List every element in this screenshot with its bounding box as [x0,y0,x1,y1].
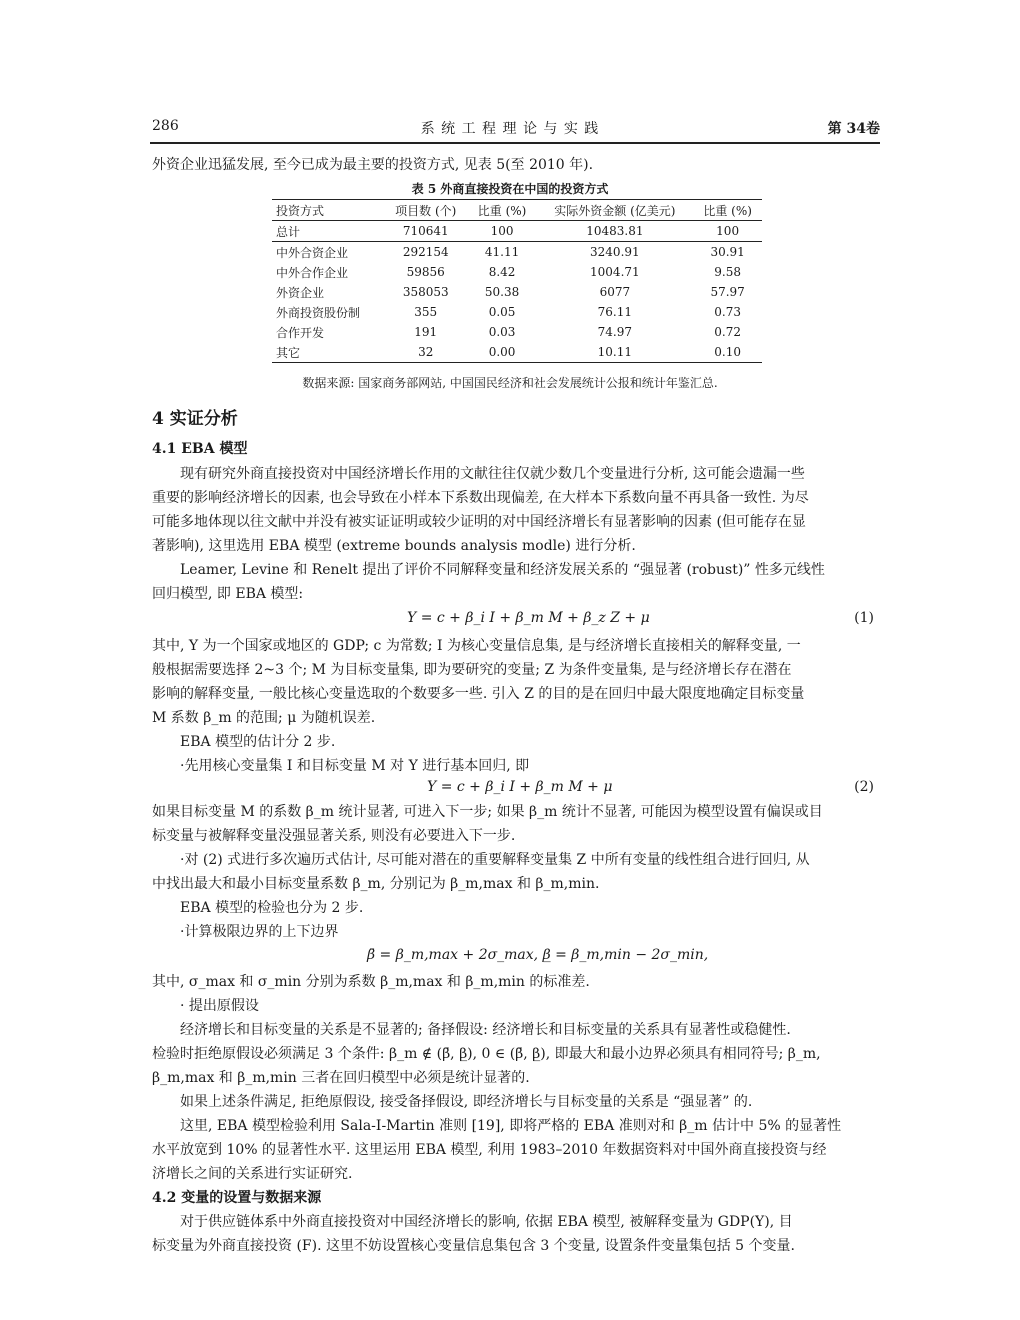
table-cell: 其它 [272,342,384,363]
table-cell: 中外合资企业 [276,245,349,260]
text-line: EBA 模型的检验也分为 2 步. [180,900,364,916]
table-cell: 358053 [402,285,449,299]
table-header-cell: 比重 (%) [693,200,762,221]
text-line: ·计算极限边界的上下边界 [180,924,339,940]
table-cell: 292154 [402,245,449,259]
equation-2-body: Y = c + β_i I + β_m M + μ [427,779,613,795]
text-line: ·先用核心变量集 I 和目标变量 M 对 Y 进行基本回归, 即 [180,758,530,774]
table-cell: 8.42 [488,265,516,279]
table-cell: 32 [384,342,468,363]
text-line: 般根据需要选择 2~3 个; M 为目标变量集, 即为要研究的变量; Z 为条件变量集, 是与经济增长存在潜在 [152,662,792,678]
table-cell: 76.11 [597,305,633,319]
table-row [272,302,762,322]
text-line: 水平放宽到 10% 的显著性水平. 这里运用 EBA 模型, 利用 1983–2010 年数据资料对中国外商直接投资与经 [152,1142,827,1158]
text-line: β_m,max 和 β_m,min 三者在回归模型中必须是统计显著的. [152,1070,530,1086]
text-line: 现有研究外商直接投资对中国经济增长作用的文献往往仅就少数几个变量进行分析, 这可能会遗漏一些 [180,466,805,482]
equation-2-number: (2) [854,779,874,795]
section-heading-4-2: 4.2 变量的设置与数据来源 [152,1190,322,1206]
table-cell: 710641 [384,221,468,242]
table-row [272,282,762,302]
text-line: EBA 模型的估计分 2 步. [180,734,336,750]
table-row [272,221,762,242]
intro-line: 外资企业迅猛发展, 至今已成为最主要的投资方式, 见表 5(至 2010 年). [152,157,594,173]
equation-3 [152,944,882,970]
text-line: 济增长之间的关系进行实证研究. [152,1166,353,1182]
text-line: 著影响), 这里选用 EBA 模型 (extreme bounds analysis modle) 进行分析. [152,538,636,554]
equation-3-body: β̄ = β_m,max + 2σ_max, β̲ = β_m,min − 2σ_min, [367,947,709,963]
text-line: Leamer, Levine 和 Renelt 提出了评价不同解释变量和经济发展关系的 “强显著 (robust)” 性多元线性 [180,562,825,578]
text-line: 这里, EBA 模型检验利用 Sala-I-Martin 准则 [19], 即将严格的 EBA 准则对和 β_m 估计中 5% 的显著性 [180,1118,842,1134]
table-cell: 100 [693,221,762,242]
table-header-row [272,200,762,221]
table-cell: 合作开发 [276,325,325,340]
section-heading-4: 4 实证分析 [152,409,238,429]
text-line: 标变量为外商直接投资 (F). 这里不妨设置核心变量信息集包含 3 个变量, 设置条件变量集包括 5 个变量. [152,1238,795,1254]
table-cell: 总计 [272,221,384,242]
table-cell: 外商投资股份制 [276,305,361,320]
text-line: 对于供应链体系中外商直接投资对中国经济增长的影响, 依据 EBA 模型, 被解释变量为 GDP(Y), 目 [180,1214,793,1230]
text-line: ·对 (2) 式进行多次遍历式估计, 尽可能对潜在的重要解释变量集 Z 中所有变量的线性组合进行回归, 从 [180,852,810,868]
text-line: 检验时拒绝原假设必须满足 3 个条件: β_m ∉ (β̄, β̲), 0 ∈ (β̄, β̲), 即最大和最小边界必须具有相同符号; β_m, [152,1046,821,1062]
text-line: 如果目标变量 M 的系数 β_m 统计显著, 可进入下一步; 如果 β_m 统计不显著, 可能因为模型设置有偏误或目 [152,804,823,820]
text-line: 其中, σ_max 和 σ_min 分别为系数 β_m,max 和 β_m,min 的标准差. [152,974,590,990]
table-row [272,322,762,342]
table-cell: 1004.71 [590,265,640,279]
equation-2 [152,778,882,800]
table-row [272,262,762,282]
text-line: 中找出最大和最小目标变量系数 β_m, 分别记为 β_m,max 和 β_m,min. [152,876,600,892]
table-cell: 355 [414,305,438,319]
table-header-cell: 项目数 (个) [384,200,468,221]
investment-table [272,199,762,363]
table-source: 数据来源: 国家商务部网站, 中国国民经济和社会发展统计公报和统计年鉴汇总. [302,376,718,390]
text-line: · 提出原假设 [180,998,259,1014]
text-line: 回归模型, 即 EBA 模型: [152,586,304,602]
table-header-cell: 实际外资金额 (亿美元) [536,200,693,221]
text-line: 如果上述条件满足, 拒绝原假设, 接受备择假设, 即经济增长与目标变量的关系是 “强显著” 的. [180,1094,753,1110]
header-rule [150,142,880,144]
equation-1 [152,606,882,634]
table-cell: 中外合作企业 [276,265,349,280]
table-cell: 41.11 [484,245,520,259]
table-cell: 0.05 [488,305,516,319]
text-line: 影响的解释变量, 一般比核心变量选取的个数要多一些. 引入 Z 的目的是在回归中最大限度地确定目标变量 [152,686,805,702]
table-cell: 30.91 [710,245,745,259]
table-row [272,242,762,263]
body-text [152,462,882,1258]
text-line: 其中, Y 为一个国家或地区的 GDP; c 为常数; I 为核心变量信息集, 是与经济增长直接相关的解释变量, 一 [152,638,801,654]
table-cell: 外资企业 [276,285,325,300]
table-cell: 191 [414,325,438,339]
table-cell: 3240.91 [590,245,640,259]
table-cell: 74.97 [597,325,633,339]
text-line: M 系数 β_m 的范围; μ 为随机误差. [152,710,376,726]
table-cell: 0.03 [488,325,516,339]
table-cell: 57.97 [710,285,745,299]
table-row [272,342,762,363]
text-line: 经济增长和目标变量的关系是不显著的; 备择假设: 经济增长和目标变量的关系具有显著性或稳健性. [180,1022,791,1038]
equation-1-number: (1) [854,610,874,626]
equation-1-body: Y = c + β_i I + β_m M + β_z Z + μ [407,610,650,626]
table-cell: 10483.81 [536,221,693,242]
table-header-cell: 比重 (%) [468,200,537,221]
page-number: 286 [152,118,179,134]
table-cell: 0.00 [468,342,537,363]
table-caption: 表 5 外商直接投资在中国的投资方式 [411,182,609,196]
table-cell: 0.10 [693,342,762,363]
volume-label: 第 34卷 [827,121,880,137]
table-cell: 9.58 [714,265,741,279]
text-line: 重要的影响经济增长的因素, 也会导致在小样本下系数出现偏差, 在大样本下系数向量不再具备一致性. 为尽 [152,490,809,506]
table-cell: 6077 [599,285,631,299]
table-cell: 10.11 [536,342,693,363]
table-cell: 59856 [406,265,445,279]
text-line: 可能多地体现以往文献中并没有被实证证明或较少证明的对中国经济增长有显著影响的因素 (但可能存在显 [152,514,806,530]
journal-title: 系 统 工 程 理 论 与 实 践 [420,121,600,137]
section-heading-4-1: 4.1 EBA 模型 [152,441,248,457]
text-line: 标变量与被解释变量没强显著关系, 则没有必要进入下一步. [152,828,516,844]
table-header-cell: 投资方式 [272,200,384,221]
table-cell: 0.73 [714,305,741,319]
table-cell: 50.38 [484,285,520,299]
table-cell: 0.72 [714,325,741,339]
table-cell: 100 [468,221,537,242]
